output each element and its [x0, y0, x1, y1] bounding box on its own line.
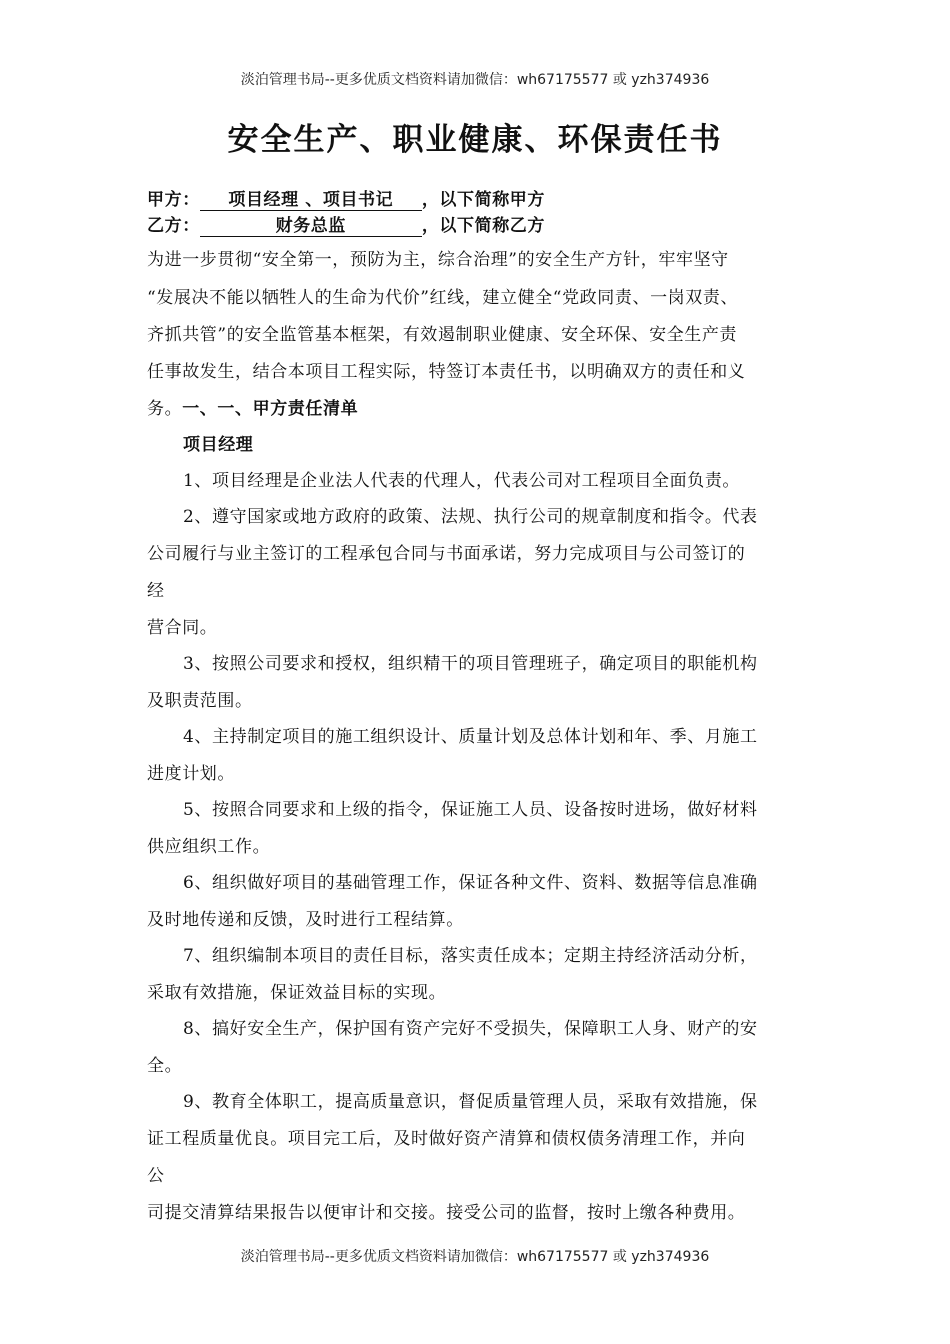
list-item: 全。: [147, 1056, 183, 1076]
party-b-label: 乙方：: [147, 216, 200, 236]
list-item: 公司履行与业主签订的工程承包合同与书面承诺，努力完成项目与公司签订的: [147, 544, 746, 564]
party-b-line: [147, 211, 545, 237]
list-item: 供应组织工作。: [147, 837, 271, 857]
list-item: 经: [147, 581, 165, 601]
list-item: 进度计划。: [147, 764, 235, 784]
list-item: 及时地传递和反馈，及时进行工程结算。: [147, 910, 464, 930]
party-a-value: 项目经理 、项目书记: [200, 191, 422, 211]
list-item: 9、教育全体职工，提高质量意识，督促质量管理人员，采取有效措施，保: [183, 1092, 758, 1112]
list-item: 采取有效措施，保证效益目标的实现。: [147, 983, 447, 1003]
list-item: 3、按照公司要求和授权，组织精干的项目管理班子，确定项目的职能机构: [183, 654, 758, 674]
page-footer: 淡泊管理书局--更多优质文档资料请加微信：wh67175577 或 yzh374936: [240, 1249, 710, 1265]
list-item: 公: [147, 1166, 165, 1186]
party-a-label: 甲方：: [147, 190, 200, 210]
intro-line: “发展决不能以牺牲人的生命为代价”红线，建立健全“党政同责、一岗双责、: [147, 288, 739, 308]
list-item: 营合同。: [147, 618, 218, 638]
intro-last-line: [147, 394, 358, 419]
page-header: 淡泊管理书局--更多优质文档资料请加微信：wh67175577 或 yzh374936: [240, 72, 710, 88]
list-item: 2、遵守国家或地方政府的政策、法规、执行公司的规章制度和指令。代表: [183, 507, 758, 527]
list-item: 7、组织编制本项目的责任目标，落实责任成本；定期主持经济活动分析，: [183, 946, 758, 966]
list-item: 及职责范围。: [147, 691, 253, 711]
list-item: 4、主持制定项目的施工组织设计、质量计划及总体计划和年、季、月施工: [183, 727, 758, 747]
list-item: 5、按照合同要求和上级的指令，保证施工人员、设备按时进场，做好材料: [183, 800, 758, 820]
party-b-suffix: ，以下简称乙方: [421, 216, 546, 236]
intro-line: 任事故发生，结合本项目工程实际，特签订本责任书，以明确双方的责任和义: [147, 362, 746, 382]
intro-line: 齐抓共管”的安全监管基本框架，有效遏制职业健康、安全环保、安全生产责: [147, 325, 738, 345]
intro-line: 为进一步贯彻“安全第一，预防为主，综合治理”的安全生产方针，牢牢坚守: [147, 250, 729, 270]
subheading: 项目经理: [183, 435, 254, 455]
party-a-suffix: ，以下简称甲方: [421, 190, 546, 210]
party-a-line: [147, 185, 545, 211]
party-b-value: 财务总监: [200, 217, 422, 237]
document-title: 安全生产、职业健康、环保责任书: [227, 122, 723, 158]
list-item: 6、组织做好项目的基础管理工作，保证各种文件、资料、数据等信息准确: [183, 873, 758, 893]
section-heading: 一、一、甲方责任清单: [182, 399, 359, 419]
list-item: 1、项目经理是企业法人代表的代理人，代表公司对工程项目全面负责。: [183, 471, 741, 491]
list-item: 8、搞好安全生产，保护国有资产完好不受损失，保障职工人身、财产的安: [183, 1019, 758, 1039]
list-item: 司提交清算结果报告以便审计和交接。接受公司的监督，按时上缴各种费用。: [147, 1203, 746, 1223]
intro-end: 务。: [147, 399, 183, 419]
list-item: 证工程质量优良。项目完工后，及时做好资产清算和债权债务清理工作，并向: [147, 1129, 746, 1149]
